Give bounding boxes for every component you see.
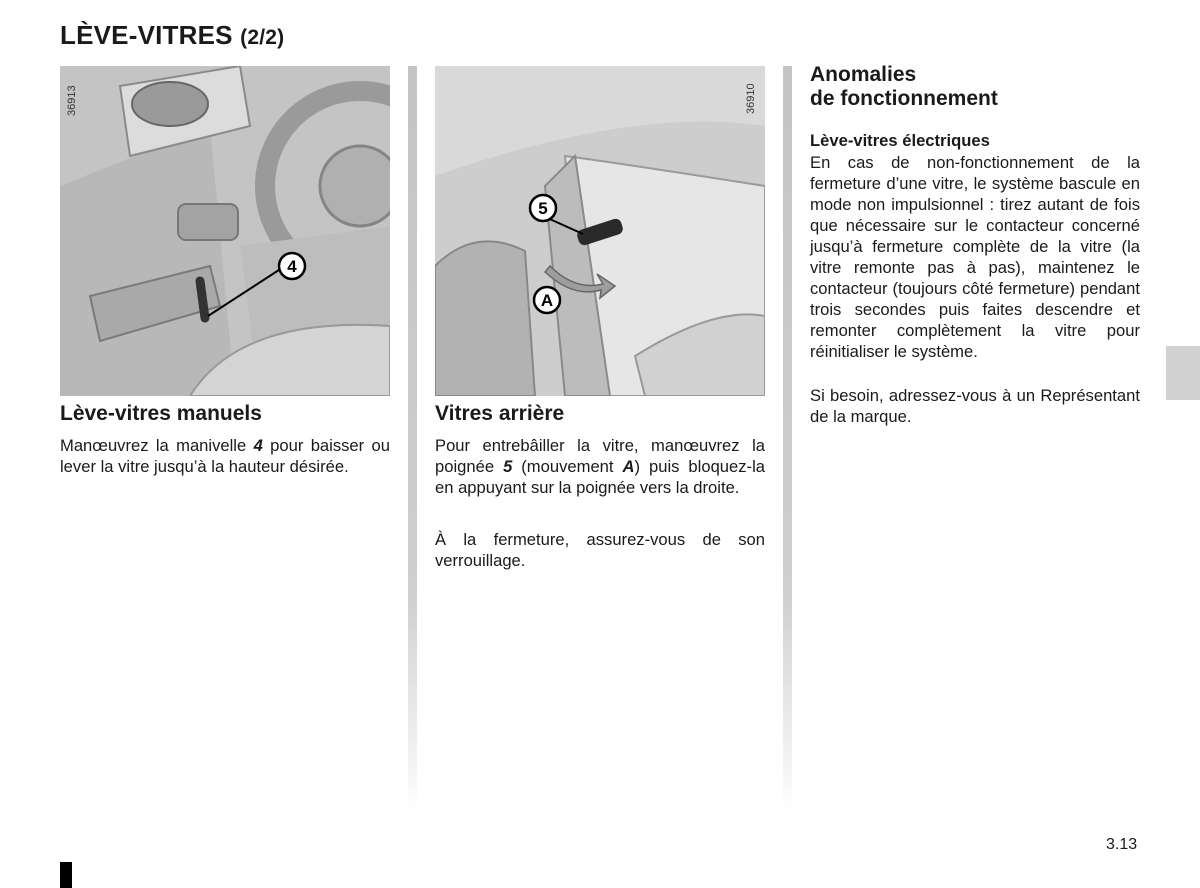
paragraph-rear-windows-1	[435, 435, 765, 498]
ref-crank-4: 4	[253, 436, 263, 455]
figure-manual-crank	[60, 66, 390, 396]
heading-malfunctions	[810, 63, 998, 111]
callout-5: 5	[538, 199, 548, 218]
paragraph-manual-windows	[60, 435, 390, 477]
column-divider-2	[783, 66, 792, 816]
callout-a: A	[540, 291, 554, 310]
ref-movement-a: A	[622, 457, 635, 476]
page-title	[60, 20, 284, 51]
para-text: pour baisser ou lever la vitre jusqu’à la hauteur désirée.	[60, 436, 390, 476]
subheading-electric-windows: Lève-vitres électriques	[810, 131, 990, 150]
corner-crop-mark	[60, 862, 72, 888]
chapter-side-tab	[1166, 346, 1200, 400]
heading-line: Anomalies	[810, 63, 917, 86]
column-divider-1	[408, 66, 417, 816]
page-title-suffix: (2/2)	[240, 26, 285, 49]
figure-code-36913: 36913	[66, 85, 78, 116]
page-number: 3.13	[1106, 836, 1138, 853]
para-text: ) puis bloquez-la en appuyant sur la poignée vers la droite.	[435, 457, 765, 497]
figure-code-36910: 36910	[745, 83, 757, 114]
para-text: Manœuvrez la manivelle	[60, 436, 254, 455]
ref-handle-5: 5	[503, 457, 513, 476]
callout-4: 4	[287, 257, 297, 276]
para-text: (mouvement	[512, 457, 623, 476]
paragraph-malfunction-2: Si besoin, adressez-vous à un Représentant de la marque.	[810, 386, 1140, 426]
page-title-main: LÈVE-VITRES	[60, 20, 233, 50]
paragraph-rear-windows-2: À la fermeture, assurez-vous de son verrouillage.	[435, 530, 765, 570]
heading-line: de fonctionnement	[810, 87, 998, 111]
heading-rear-windows: Vitres arrière	[435, 402, 565, 425]
heading-manual-windows: Lève-vitres manuels	[60, 402, 262, 425]
para-text: Pour entrebâiller la vitre, manœuvrez la poignée	[435, 436, 765, 476]
rear-window-illustration	[435, 66, 765, 396]
paragraph-malfunction-1: En cas de non-fonctionnement de la fermeture d’une vitre, le système bascule en mode non impulsionnel : tirez autant de fois que nécessaire sur le contacteur concerné jusqu’à fermeture complète de la vitre (la vitre remonte pas à pas), maintenez le contacteur (toujours côté fermeture) pendant trois secondes puis faites descendre et remonter complètement la vitre pour réinitialiser le système.	[810, 153, 1140, 361]
manual-crank-illustration	[60, 66, 390, 396]
figure-rear-window	[435, 66, 765, 396]
